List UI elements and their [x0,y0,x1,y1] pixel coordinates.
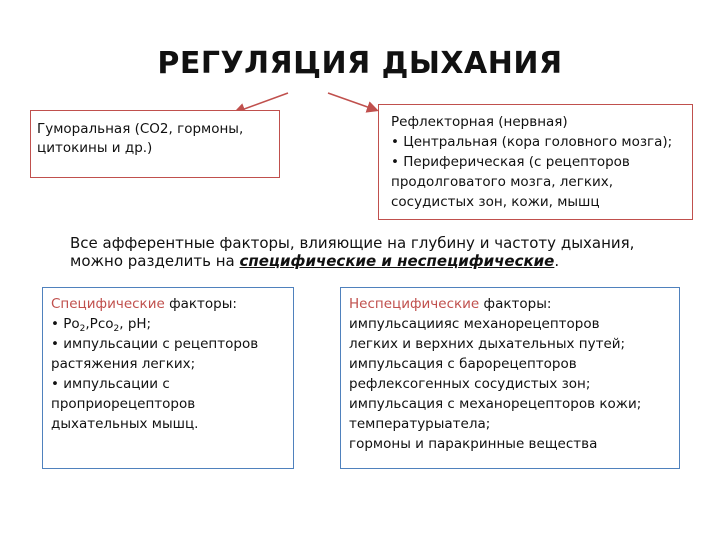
specific-heading-red: Специфические [51,296,165,312]
nonspecific-line-6: температурыатела; [349,416,491,432]
specific-heading [51,294,285,314]
pco2-subscript: 2 [113,324,120,334]
summary-line-2 [70,252,700,270]
summary-emphasis: специфические и неспецифические [239,252,555,270]
nonspecific-heading [349,294,671,314]
nonspecific-heading-rest: факторы: [479,296,552,312]
po2-label: • Ро [51,316,80,332]
nonspecific-line-3: импульсация с барорецепторов [349,356,577,372]
specific-factors-box [42,287,294,469]
page-title: РЕГУЛЯЦИЯ ДЫХАНИЯ [157,46,563,81]
reflex-box [378,104,693,220]
specific-line-3: • импульсации с [51,376,170,392]
summary-suffix: . [554,252,560,270]
reflex-line-4: сосудистых зон, кожи, мышц [391,194,600,210]
factors-summary [70,234,700,270]
po2-subscript: 2 [79,324,86,334]
nonspecific-line-4: рефлексогенных сосудистых зон; [349,376,591,392]
nonspecific-line-7: гормоны и паракринные вещества [349,436,598,452]
nonspecific-heading-red: Неспецифические [349,296,480,312]
specific-line-4: проприорецепторов [51,396,196,412]
reflex-line-3: продолговатого мозга, легких, [391,174,614,190]
reflex-heading: Рефлекторная (нервная) [391,114,568,130]
pco2-label: ,Рсо [85,316,114,332]
specific-gases-line [51,314,285,334]
nonspecific-line-5: импульсация с механорецепторов кожи; [349,396,642,412]
summary-prefix: можно разделить на [70,252,240,270]
specific-line-2: растяжения легких; [51,356,196,372]
nonspecific-line-2: легких и верхних дыхательных путей; [349,336,626,352]
humoral-line-1: Гуморальная (СО2, гормоны, [37,121,244,137]
reflex-line-1: • Центральная (кора головного мозга); [391,134,673,150]
summary-line-1: Все афферентные факторы, влияющие на глубину и частоту дыхания, [70,234,635,252]
arrow-right [328,93,376,110]
nonspecific-factors-box [340,287,680,469]
specific-line-1: • импульсации с рецепторов [51,336,259,352]
ph-label: , рН; [119,316,152,332]
nonspecific-line-1: импульсациияс механорецепторов [349,316,600,332]
specific-heading-rest: факторы: [164,296,237,312]
humoral-line-2: цитокины и др.) [37,140,153,156]
reflex-line-2: • Периферическая (с рецепторов [391,154,630,170]
specific-line-5: дыхательных мышц. [51,416,199,432]
humoral-box [30,110,280,178]
